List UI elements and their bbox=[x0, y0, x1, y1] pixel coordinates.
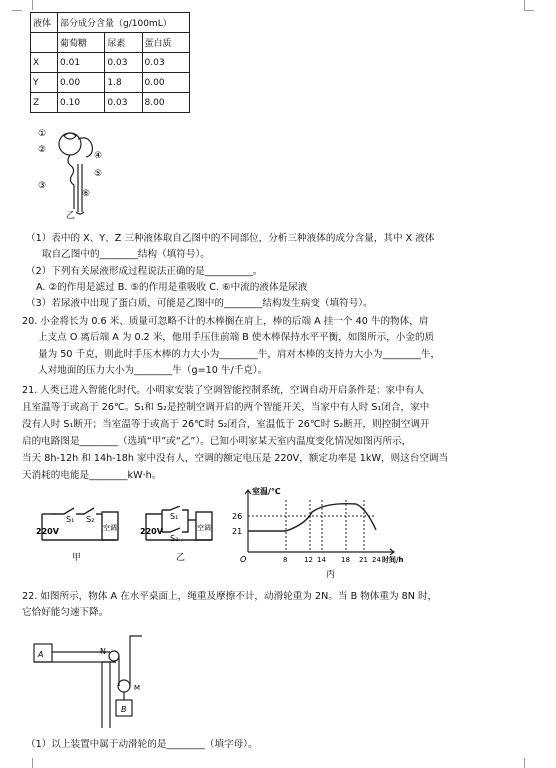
corner-mark bbox=[12, 10, 22, 21]
ac-label: 空调 bbox=[103, 524, 117, 532]
text-line: 量为 50 千克，则此时手压木棒的力大小为________牛，肩对木棒的支持力大小为________牛， bbox=[38, 349, 441, 360]
table-cell: 0.01 bbox=[58, 53, 105, 73]
x-tick-label: 12 bbox=[304, 556, 313, 564]
table-hatch bbox=[102, 662, 110, 728]
x-tick-label: 14 bbox=[317, 556, 326, 564]
table-cell: Z bbox=[31, 93, 58, 113]
text-line: 21. 人类已进入智能化时代。小明家安装了空调智能控制系统，空调自动开启条件是：家中有人 bbox=[22, 385, 425, 396]
switch-label: S₁ bbox=[66, 515, 75, 524]
nephron-label: ④ bbox=[94, 151, 103, 161]
nephron-label: ⑥ bbox=[82, 189, 91, 199]
table-cell: 尿素 bbox=[105, 33, 142, 53]
y-tick-label: 21 bbox=[232, 527, 243, 536]
table-cell: 0.03 bbox=[142, 53, 189, 73]
temperature-curve bbox=[248, 504, 376, 531]
circuit-diagram-yi bbox=[140, 506, 224, 556]
chart-caption: 丙 bbox=[326, 570, 336, 580]
text-line: 它恰好能匀速下降。 bbox=[22, 607, 109, 618]
text-line: （1）以上装置中属于动滑轮的是________（填字母）。 bbox=[26, 739, 258, 750]
x-axis-label: 时间/h bbox=[382, 556, 404, 564]
pulley-label: B bbox=[121, 705, 127, 714]
switch-label: S₂ bbox=[86, 515, 95, 524]
table-cell: 0.00 bbox=[58, 73, 105, 93]
table-cell: 0.10 bbox=[58, 93, 105, 113]
circuit-diagram-jia bbox=[36, 506, 130, 556]
text-line: 当天 8h-12h 和 14h-18h 家中没有人，空调的额定电压是 220V，额定功率是 1kW，则这台空调当 bbox=[22, 453, 449, 464]
text-line: 22. 如图所示，物体 A 在水平桌面上，绳重及摩擦不计，动滑轮重为 2N。当 B 物体重为 8N 时， bbox=[22, 591, 438, 602]
table-row bbox=[31, 53, 190, 73]
rope bbox=[130, 636, 142, 686]
table-cell: 1.8 bbox=[105, 73, 142, 93]
x-tick-label: 8 bbox=[283, 556, 288, 564]
table-cell bbox=[31, 33, 58, 53]
corner-mark bbox=[22, 758, 33, 768]
table-header-cell: 部分成分含量（g/100mL） bbox=[58, 13, 190, 33]
text-line: 上支点 O 离后端 A 为 0.2 米，他用手压住前端 B 使木棒保持水平平衡，如图所示，小金的质 bbox=[38, 332, 435, 343]
text-line: A. ②的作用是滤过 B. ⑤的作用是重吸收 C. ⑥中流的液体是尿液 bbox=[36, 282, 308, 293]
table-header-cell: 液体 bbox=[31, 13, 58, 33]
table-cell: 蛋白质 bbox=[142, 33, 189, 53]
table-subheader-row bbox=[31, 33, 190, 53]
composition-table bbox=[30, 12, 190, 113]
text-line: （3）若尿液中出现了蛋白质，可能是乙图中的________结构发生病变（填符号）。 bbox=[26, 298, 373, 309]
x-tick-label: 21 bbox=[359, 556, 368, 564]
table-cell: 葡萄糖 bbox=[58, 33, 105, 53]
text-line: （1）表中的 X、Y、Z 三种液体取自乙图中的不同部位，分析三种液体的成分含量，其中 X 液体 bbox=[26, 233, 435, 244]
text-line: 没有人时 S₁断开；当室温等于或高于 26℃时 S₂闭合，室温低于 26℃时 S₂断开，则控制空调开 bbox=[22, 419, 430, 430]
table-cell: Y bbox=[31, 73, 58, 93]
table-cell: 8.00 bbox=[142, 93, 189, 113]
origin-label: O bbox=[240, 555, 247, 564]
pulley-label: M bbox=[134, 684, 141, 692]
table-cell: 0.00 bbox=[142, 73, 189, 93]
table-row bbox=[31, 93, 190, 113]
figure-caption: 乙 bbox=[66, 211, 76, 221]
ac-label: 空调 bbox=[197, 524, 211, 532]
corner-mark bbox=[22, 0, 33, 10]
text-line: 人对地面的压力大小为________牛（g=10 牛/千克）。 bbox=[38, 365, 268, 376]
table-cell: 0.03 bbox=[105, 93, 142, 113]
pulley-label: A bbox=[38, 650, 44, 659]
x-tick-label: 18 bbox=[341, 556, 350, 564]
table-cell: 0.03 bbox=[105, 53, 142, 73]
switch-label: S₁ bbox=[170, 512, 179, 521]
text-line: 启的电路图是________（选填“甲”或“乙”）。已知小明家某天室内温度变化情况如图丙所示， bbox=[22, 436, 412, 447]
nephron-label: ⑤ bbox=[94, 169, 103, 179]
text-line: 取自乙图中的________结构（填符号）。 bbox=[42, 249, 210, 260]
y-axis-label: 室温/℃ bbox=[252, 487, 281, 496]
text-line: 20. 小金将长为 0.6 米、质量可忽略不计的木棒搁在肩上，棒的后端 A 挂一个 40 牛的物体，肩 bbox=[22, 316, 429, 327]
nephron-label: ③ bbox=[38, 181, 47, 191]
nephron-label: ① bbox=[38, 129, 47, 139]
x-tick-label: 24 bbox=[372, 556, 381, 564]
text-line: （2）下列有关尿液形成过程说法正确的是__________。 bbox=[26, 266, 263, 277]
pulley-label: N bbox=[100, 647, 106, 656]
voltage-label: 220V bbox=[36, 527, 59, 536]
text-line: 且室温等于或高于 26℃。S₁和 S₂是控制空调开启的两个智能开关，当家中有人时 S₁闭合，家中 bbox=[22, 402, 430, 413]
circuit-caption: 乙 bbox=[176, 553, 186, 563]
pulley-figure bbox=[30, 632, 150, 732]
circuit-caption: 甲 bbox=[72, 553, 82, 563]
switch-label: S₂ bbox=[170, 534, 179, 543]
voltage-label: 220V bbox=[140, 527, 163, 536]
corner-mark bbox=[524, 0, 535, 10]
pulley-m bbox=[118, 680, 130, 692]
corner-mark bbox=[524, 10, 534, 21]
nephron-label: ② bbox=[38, 145, 47, 155]
pulley-n bbox=[109, 651, 119, 661]
text-line: 天消耗的电能是________kW·h。 bbox=[22, 470, 162, 481]
table-row bbox=[31, 73, 190, 93]
y-tick-label: 26 bbox=[232, 512, 243, 521]
corner-mark bbox=[524, 758, 535, 768]
table-cell: X bbox=[31, 53, 58, 73]
table-header-row bbox=[31, 13, 190, 33]
temperature-chart bbox=[226, 484, 416, 570]
